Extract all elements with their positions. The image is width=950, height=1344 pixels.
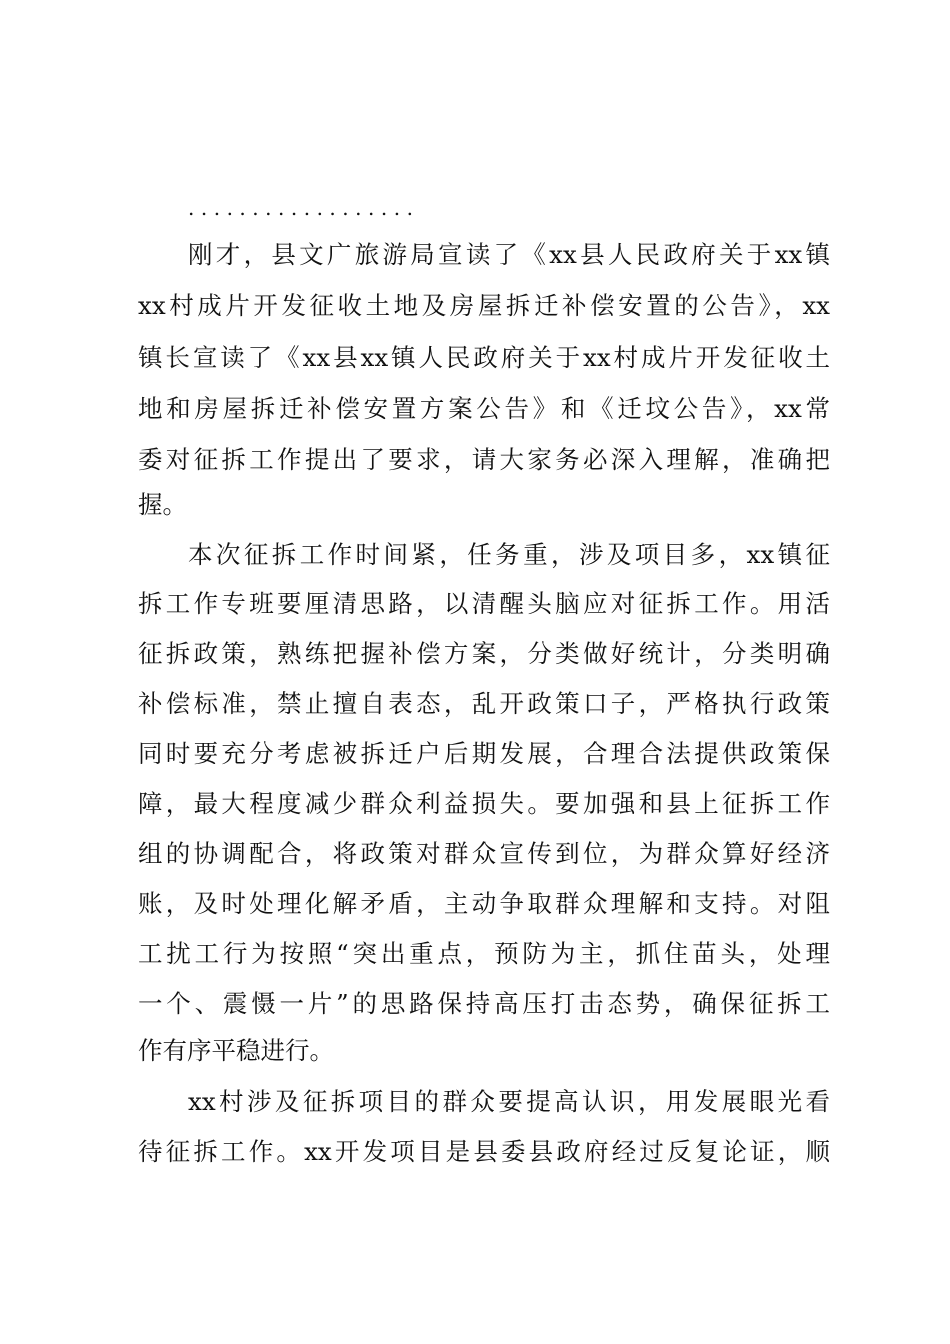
paragraph-2-line-2: 拆工作专班要厘清思路，以清醒头脑应对征拆工作。用活 [138,589,830,618]
paragraph-2-line-11: 作有序平稳进行。 [138,1036,334,1065]
paragraph-1-line-1: 刚才，县文广旅游局宣读了《xx县人民政府关于xx镇 [188,240,830,269]
paragraph-1-line-6: 握。 [138,490,187,519]
paragraph-2-line-4: 补偿标准，禁止擅自表态，乱开政策口子，严格执行政策 [138,689,830,718]
leader-dots: .................. [188,196,420,220]
paragraph-3-line-1: xx村涉及征拆项目的群众要提高认识，用发展眼光看 [188,1087,830,1116]
paragraph-2-line-1: 本次征拆工作时间紧，任务重，涉及项目多，xx镇征 [188,540,830,569]
paragraph-2-line-6: 障，最大程度减少群众利益损失。要加强和县上征拆工作 [138,789,830,818]
paragraph-2-line-9: 工扰工行为按照“突出重点，预防为主，抓住苗头，处理 [138,939,830,968]
paragraph-2-line-5: 同时要充分考虑被拆迁户后期发展，合理合法提供政策保 [138,739,830,768]
paragraph-2-line-8: 账，及时处理化解矛盾，主动争取群众理解和支持。对阻 [138,889,830,918]
paragraph-2-line-7: 组的协调配合，将政策对群众宣传到位，为群众算好经济 [138,839,830,868]
paragraph-2-line-10: 一个、震慑一片”的思路保持高压打击态势，确保征拆工 [138,989,830,1018]
paragraph-1-line-5: 委对征拆工作提出了要求，请大家务必深入理解，准确把 [138,445,830,474]
paragraph-1-line-2: xx村成片开发征收土地及房屋拆迁补偿安置的公告》，xx [138,291,830,320]
paragraph-2-line-3: 征拆政策，熟练把握补偿方案，分类做好统计，分类明确 [138,639,830,668]
paragraph-1-line-4: 地和房屋拆迁补偿安置方案公告》和《迁坟公告》，xx常 [138,394,830,423]
paragraph-1-line-3: 镇长宣读了《xx县xx镇人民政府关于xx村成片开发征收土 [138,343,830,372]
paragraph-3-line-2: 待征拆工作。xx开发项目是县委县政府经过反复论证，顺 [138,1137,830,1166]
